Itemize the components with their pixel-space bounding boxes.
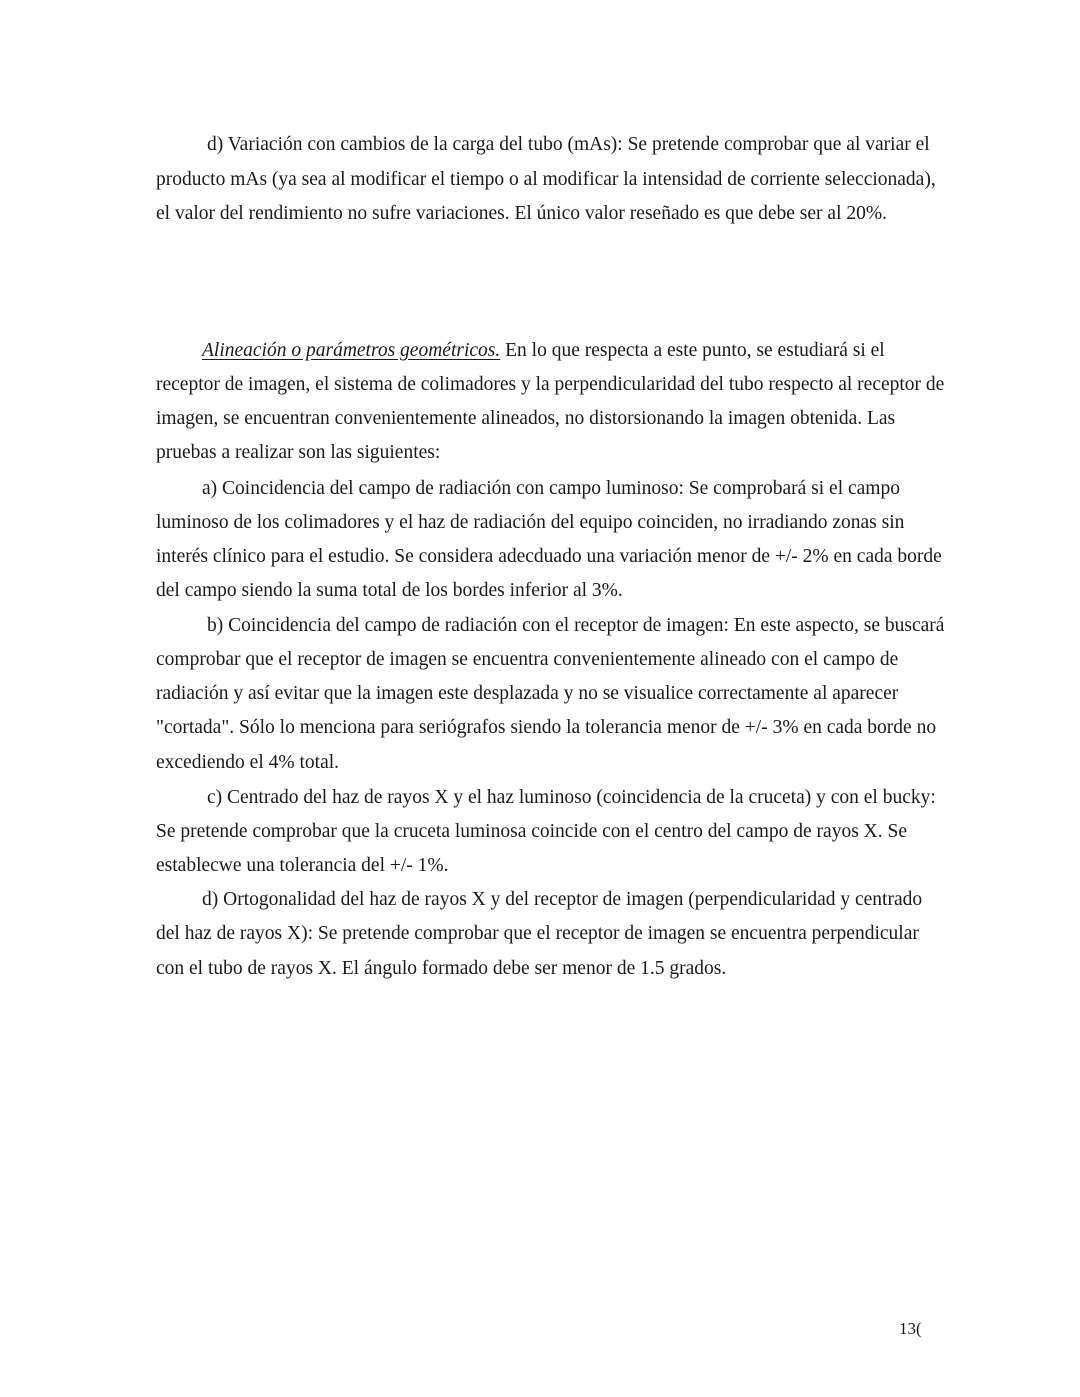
text-line: receptor de imagen, el sistema de colimadores y la perpendicularidad del tubo respecto al receptor de [156,374,945,395]
text-line: radiación y así evitar que la imagen este desplazada y no se visualice correctamente al aparecer [156,683,899,704]
text-line: d) Variación con cambios de la carga del tubo (mAs): Se pretende comprobar que al variar el [207,134,930,155]
text-line: establecwe una tolerancia del +/- 1%. [156,855,449,876]
text-line: a) Coincidencia del campo de radiación con campo luminoso: Se comprobará si el campo [202,478,900,499]
text-line: del campo siendo la suma total de los bordes inferior al 3%. [156,580,623,601]
text-line: "cortada". Sólo lo menciona para seriógrafos siendo la tolerancia menor de +/- 3% en cada borde no [156,717,937,738]
text-line: imagen, se encuentran convenientemente alineados, no distorsionando la imagen obtenida. Las [156,408,896,429]
text-line: luminoso de los colimadores y el haz de radiación del equipo coinciden, no irradiando zonas sin [156,512,905,533]
text-line: b) Coincidencia del campo de radiación con el receptor de imagen: En este aspecto, se buscará [207,615,945,636]
text-line: d) Ortogonalidad del haz de rayos X y del receptor de imagen (perpendicularidad y centrado [202,889,923,910]
text-line: pruebas a realizar son las siguientes: [156,442,441,463]
text-line [202,339,885,363]
text-line: el valor del rendimiento no sufre variaciones. El único valor reseñado es que debe ser al 20%. [156,203,887,224]
intro-text: En lo que respecta a este punto, se estudiará si el [500,340,885,361]
section-heading: Alineación o parámetros geométricos. [202,340,501,361]
text-line: con el tubo de rayos X. El ángulo formado debe ser menor de 1.5 grados. [156,958,727,979]
text-line: comprobar que el receptor de imagen se encuentra convenientemente alineado con el campo de [156,649,899,670]
page-number: 13( [899,1319,922,1338]
text-line: producto mAs (ya sea al modificar el tiempo o al modificar la intensidad de corriente seleccionada), [156,169,936,190]
text-line: del haz de rayos X): Se pretende comprobar que el receptor de imagen se encuentra perpendicular [156,923,919,944]
text-line: c) Centrado del haz de rayos X y el haz luminoso (coincidencia de la cruceta) y con el bucky: [207,787,936,808]
text-line: Se pretende comprobar que la cruceta luminosa coincide con el centro del campo de rayos X. Se [156,821,907,842]
text-line: interés clínico para el estudio. Se considera adecduado una variación menor de +/- 2% en cada borde [156,546,942,567]
text-line: excediendo el 4% total. [156,752,340,773]
